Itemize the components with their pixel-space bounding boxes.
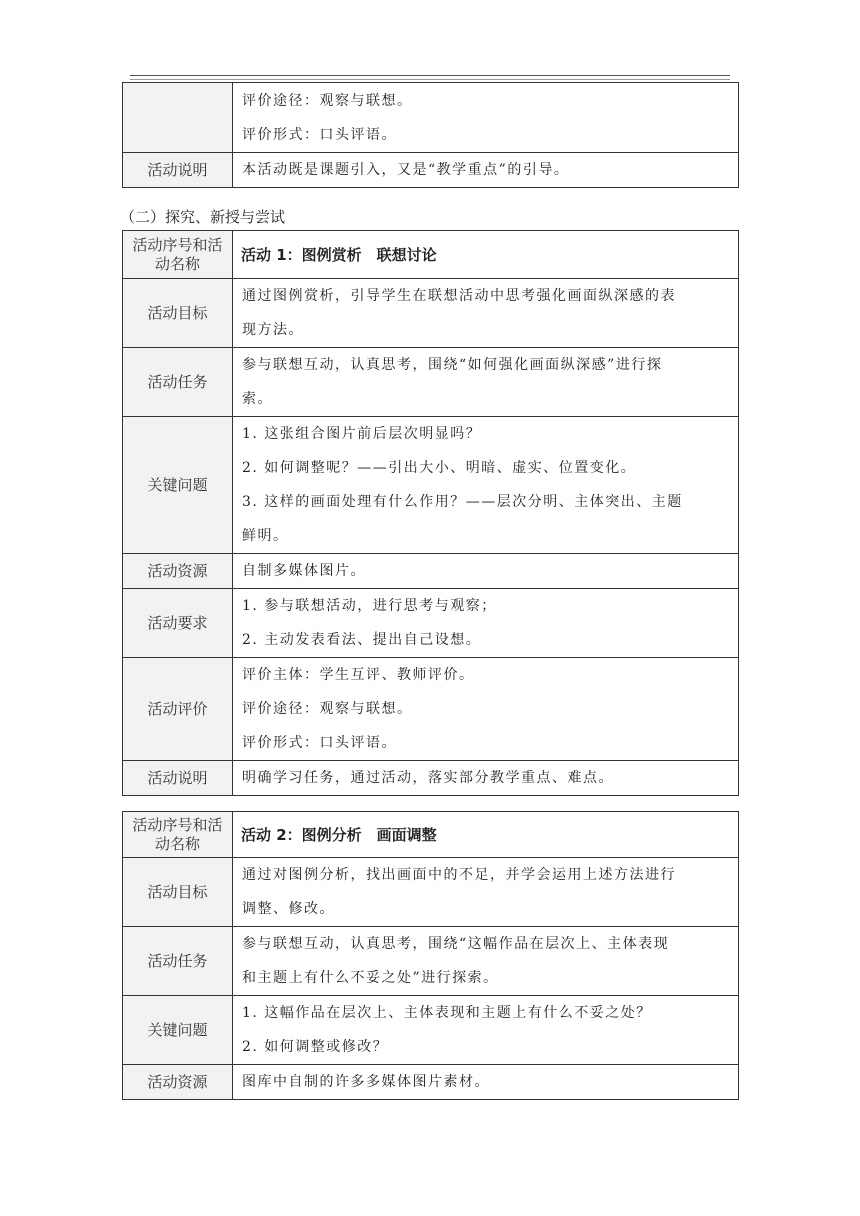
row-content bbox=[233, 589, 739, 658]
table-row bbox=[123, 858, 739, 927]
activity-title: 活动 2：图例分析 画面调整 bbox=[233, 812, 739, 858]
header-rule-secondary bbox=[130, 79, 730, 80]
table-row bbox=[123, 83, 739, 153]
activity-2-table bbox=[122, 811, 739, 1100]
content-line: 调整、修改。 bbox=[242, 901, 335, 917]
table-row bbox=[123, 996, 739, 1065]
content-line: 本活动既是课题引入，又是“教学重点”的引导。 bbox=[242, 162, 570, 178]
row-content bbox=[233, 858, 739, 927]
row-label: 活动任务 bbox=[123, 927, 233, 996]
activity-1-table bbox=[122, 230, 739, 796]
content-line: 参与联想互动，认真思考，围绕“这幅作品在层次上、主体表现 bbox=[242, 936, 670, 952]
row-label: 活动说明 bbox=[123, 761, 233, 796]
row-label: 活动资源 bbox=[123, 1065, 233, 1100]
section-heading: （二）探究、新授与尝试 bbox=[120, 208, 286, 226]
row-content bbox=[233, 996, 739, 1065]
content-line: 评价途径：观察与联想。 bbox=[242, 701, 413, 717]
content-line: 1. 参与联想活动，进行思考与观察； bbox=[242, 598, 497, 614]
content-line: 鲜明。 bbox=[242, 528, 289, 544]
row-label: 活动要求 bbox=[123, 589, 233, 658]
row-content bbox=[233, 761, 739, 796]
row-label: 活动任务 bbox=[123, 348, 233, 417]
content-line: 索。 bbox=[242, 391, 273, 407]
table-row bbox=[123, 417, 739, 554]
row-label bbox=[123, 83, 233, 153]
table-row bbox=[123, 761, 739, 796]
content-line: 通过图例赏析，引导学生在联想活动中思考强化画面纵深感的表 bbox=[242, 288, 676, 304]
row-content bbox=[233, 658, 739, 761]
row-label: 关键问题 bbox=[123, 417, 233, 554]
row-label: 活动目标 bbox=[123, 279, 233, 348]
content-line: 2. 主动发表看法、提出自己设想。 bbox=[242, 632, 482, 648]
row-label: 活动目标 bbox=[123, 858, 233, 927]
content-line: 自制多媒体图片。 bbox=[242, 563, 366, 579]
row-label: 活动资源 bbox=[123, 554, 233, 589]
table-row bbox=[123, 1065, 739, 1100]
content-line: 明确学习任务，通过活动，落实部分教学重点、难点。 bbox=[242, 770, 614, 786]
table-row bbox=[123, 812, 739, 858]
row-content bbox=[233, 1065, 739, 1100]
row-content bbox=[233, 348, 739, 417]
row-content bbox=[233, 279, 739, 348]
content-line: 评价主体：学生互评、教师评价。 bbox=[242, 667, 475, 683]
content-line: 评价途径：观察与联想。 bbox=[242, 92, 413, 109]
row-content bbox=[233, 153, 739, 188]
content-line: 通过对图例分析，找出画面中的不足，并学会运用上述方法进行 bbox=[242, 867, 676, 883]
content-line: 和主题上有什么不妥之处”进行探索。 bbox=[242, 970, 499, 986]
activity-title: 活动 1：图例赏析 联想讨论 bbox=[233, 231, 739, 279]
content-line: 参与联想互动，认真思考，围绕“如何强化画面纵深感”进行探 bbox=[242, 357, 663, 373]
row-label: 活动说明 bbox=[123, 153, 233, 188]
table-row bbox=[123, 231, 739, 279]
content-line: 评价形式：口头评语。 bbox=[242, 126, 397, 143]
row-label: 关键问题 bbox=[123, 996, 233, 1065]
content-line: 1. 这张组合图片前后层次明显吗？ bbox=[242, 426, 482, 442]
header-label: 活动序号和活动名称 bbox=[123, 231, 233, 279]
table-row bbox=[123, 279, 739, 348]
content-line: 3. 这样的画面处理有什么作用？——层次分明、主体突出、主题 bbox=[242, 494, 683, 510]
table-row bbox=[123, 589, 739, 658]
table-row bbox=[123, 153, 739, 188]
header-rule bbox=[130, 75, 730, 76]
row-content bbox=[233, 554, 739, 589]
row-content bbox=[233, 927, 739, 996]
evaluation-table-continued bbox=[122, 82, 739, 188]
content-line: 评价形式：口头评语。 bbox=[242, 735, 397, 751]
content-line: 2. 如何调整或修改？ bbox=[242, 1039, 389, 1055]
content-line: 1. 这幅作品在层次上、主体表现和主题上有什么不妥之处？ bbox=[242, 1005, 652, 1021]
content-line: 2. 如何调整呢？——引出大小、明暗、虚实、位置变化。 bbox=[242, 460, 637, 476]
header-label: 活动序号和活动名称 bbox=[123, 812, 233, 858]
table-row bbox=[123, 554, 739, 589]
row-label: 活动评价 bbox=[123, 658, 233, 761]
row-content bbox=[233, 83, 739, 153]
row-content bbox=[233, 417, 739, 554]
content-line: 图库中自制的许多多媒体图片素材。 bbox=[242, 1074, 490, 1090]
content-line: 现方法。 bbox=[242, 322, 304, 338]
table-row bbox=[123, 927, 739, 996]
table-row bbox=[123, 658, 739, 761]
table-row bbox=[123, 348, 739, 417]
